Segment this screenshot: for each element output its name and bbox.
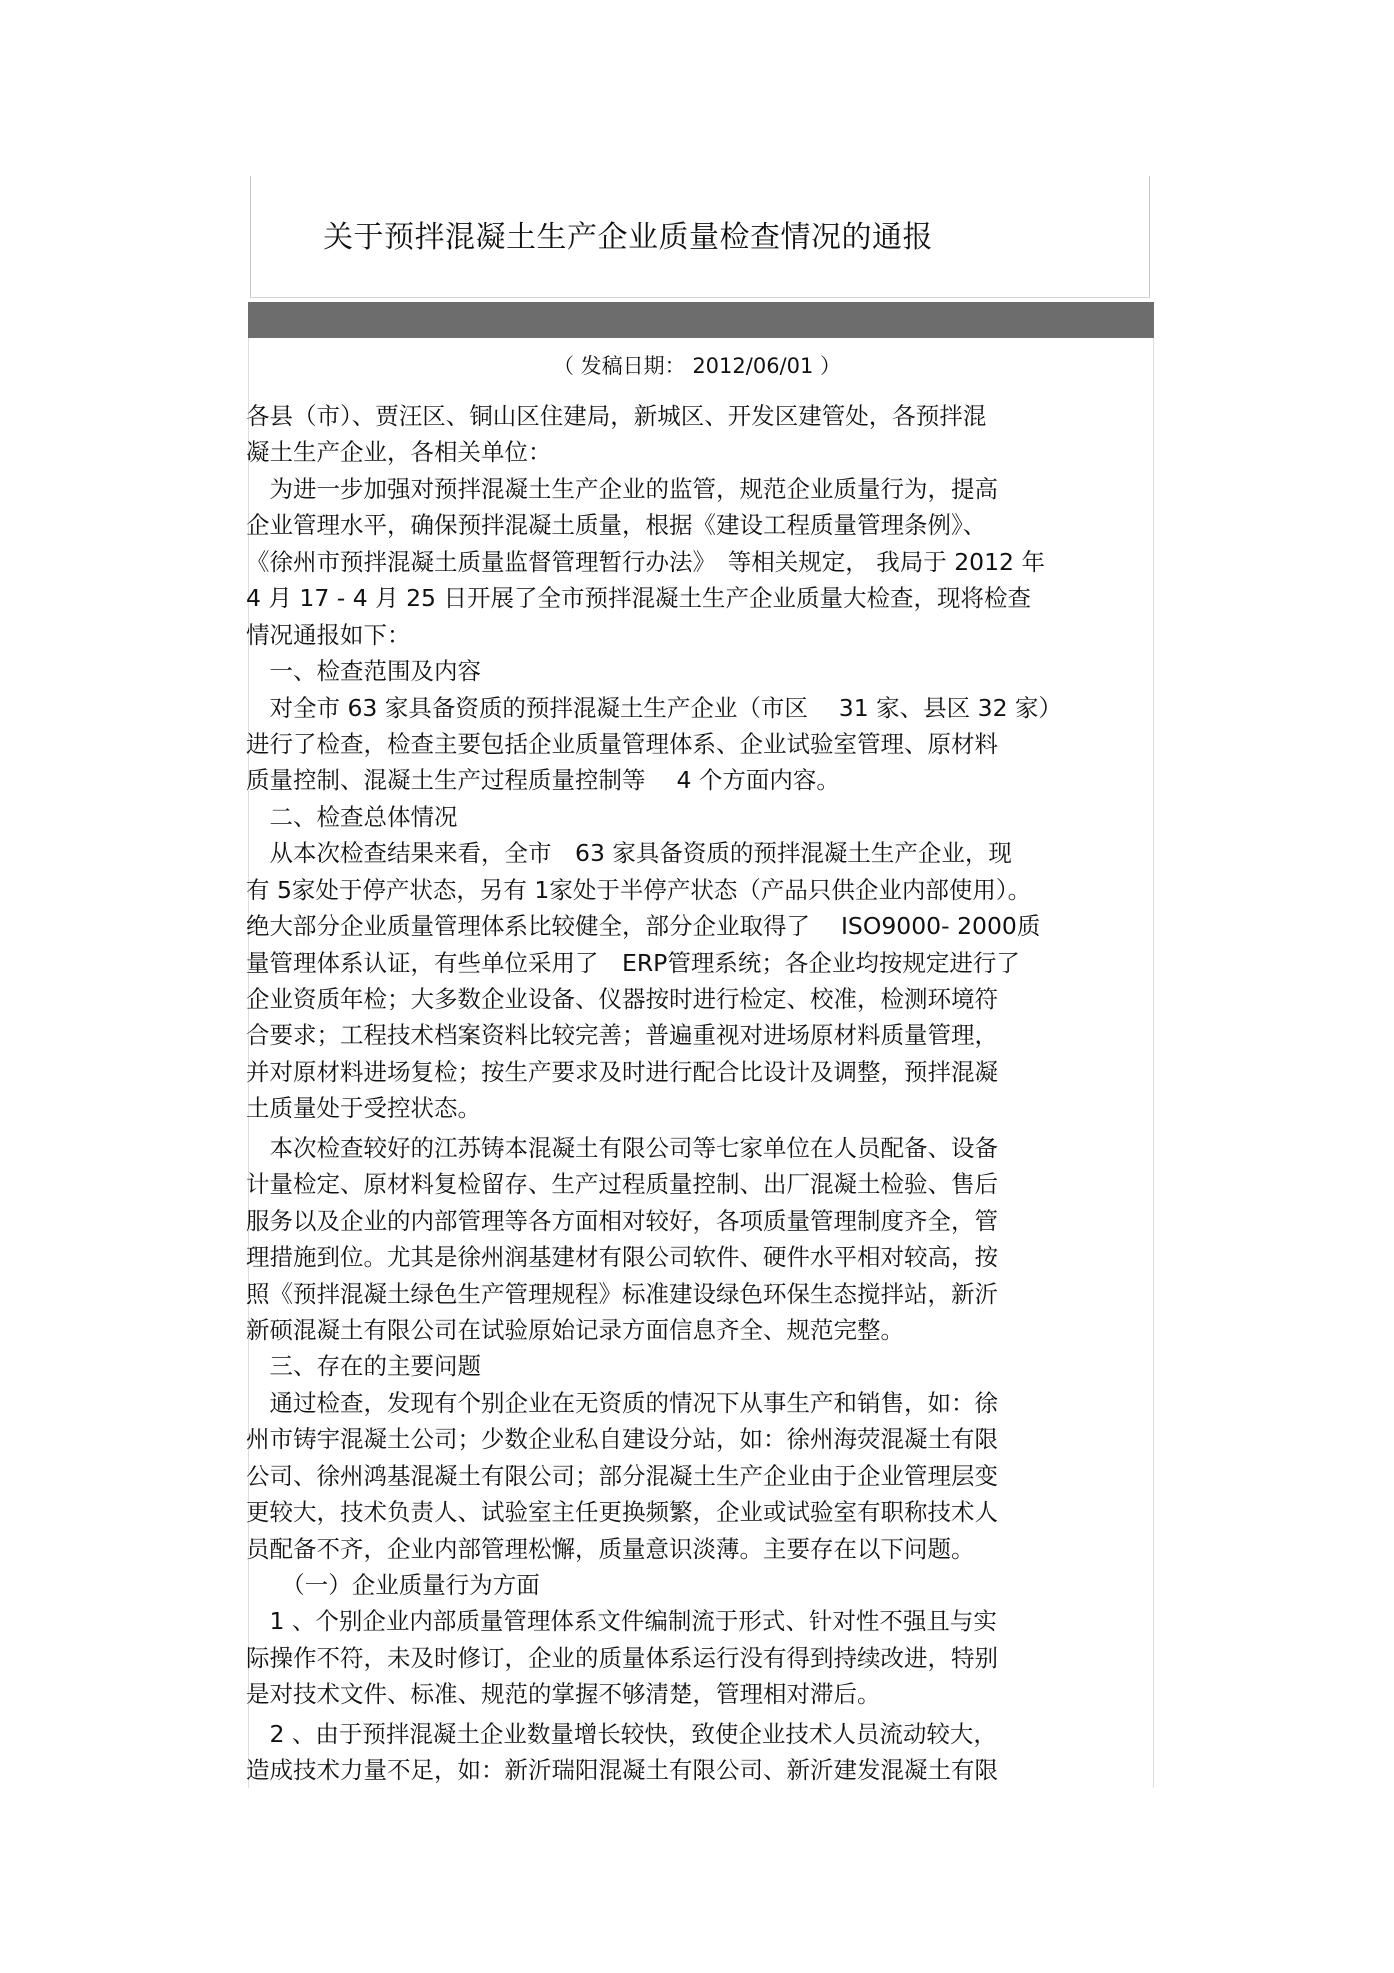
section-heading: 二、检查总体情况 — [246, 802, 458, 831]
body-line: 是对技术文件、标准、规范的掌握不够清楚，管理相对滞后。 — [246, 1680, 881, 1709]
section-heading: 一、检查范围及内容 — [246, 657, 481, 686]
body-line: 新硕混凝土有限公司在试验原始记录方面信息齐全、规范完整。 — [246, 1315, 904, 1344]
body-line: 公司、徐州鸿基混凝土有限公司；部分混凝土生产企业由于企业管理层变 — [246, 1461, 998, 1490]
body-line: 1 、个别企业内部质量管理体系文件编制流于形式、针对性不强且与实 — [246, 1607, 997, 1636]
body-line: 造成技术力量不足，如：新沂瑞阳混凝土有限公司、新沂建发混凝土有限 — [246, 1756, 998, 1785]
body-line: 量管理体系认证，有些单位采用了 ERP管理系统；各企业均按规定进行了 — [246, 948, 1020, 977]
subsection-heading: （一）企业质量行为方面 — [246, 1571, 540, 1599]
title-box — [250, 176, 1150, 298]
body-line: 《徐州市预拌混凝土质量监督管理暂行办法》 等相关规定， 我局于 2012 年 — [246, 547, 1045, 576]
body-line: 照《预拌混凝土绿色生产管理规程》标准建设绿色环保生态搅拌站，新沂 — [246, 1279, 998, 1308]
body-line: 更较大，技术负责人、试验室主任更换频繁，企业或试验室有职称技术人 — [246, 1498, 998, 1527]
body-line: 土质量处于受控状态。 — [246, 1094, 481, 1123]
body-line: 质量控制、混凝土生产过程质量控制等 4 个方面内容。 — [246, 766, 840, 795]
body-line: 企业管理水平，确保预拌混凝土质量，根据《建设工程质量管理条例》、 — [246, 511, 987, 540]
body-line: 4 月 17 - 4 月 25 日开展了全市预拌混凝土生产企业质量大检查，现将检查 — [246, 584, 1031, 613]
body-line: 计量检定、原材料复检留存、生产过程质量控制、出厂混凝土检验、售后 — [246, 1170, 998, 1199]
body-line: 有 5家处于停产状态，另有 1家处于半停产状态（产品只供企业内部使用）。 — [246, 875, 1032, 904]
body-line: 员配备不齐，企业内部管理松懈，质量意识淡薄。主要存在以下问题。 — [246, 1534, 975, 1563]
body-line: 进行了检查，检查主要包括企业质量管理体系、企业试验室管理、原材料 — [246, 729, 998, 758]
body-line: 企业资质年检；大多数企业设备、仪器按时进行检定、校准，检测环境符 — [246, 985, 998, 1013]
body-line: 州市铸宇混凝土公司；少数企业私自建设分站，如：徐州海荧混凝土有限 — [246, 1425, 998, 1454]
body-line: 凝土生产企业，各相关单位： — [246, 438, 552, 467]
body-line: 理措施到位。尤其是徐州润基建材有限公司软件、硬件水平相对较高，按 — [246, 1243, 998, 1272]
body-line: 合要求；工程技术档案资料比较完善；普遍重视对进场原材料质量管理， — [246, 1021, 998, 1050]
body-line: 绝大部分企业质量管理体系比较健全，部分企业取得了 ISO9000- 2000质 — [246, 912, 1041, 941]
body-line: 从本次检查结果来看，全市 63 家具备资质的预拌混凝土生产企业，现 — [246, 839, 1012, 868]
body-line: 通过检查，发现有个别企业在无资质的情况下从事生产和销售，如：徐 — [246, 1388, 998, 1417]
document-body — [246, 398, 1166, 1789]
body-line: 为进一步加强对预拌混凝土生产企业的监管，规范企业质量行为，提高 — [246, 474, 998, 503]
section-heading: 三、存在的主要问题 — [246, 1352, 481, 1381]
body-line: 际操作不符，未及时修订，企业的质量体系运行没有得到持续改进，特别 — [246, 1643, 998, 1672]
body-line: 对全市 63 家具备资质的预拌混凝土生产企业（市区 31 家、县区 32 家） — [246, 693, 1063, 722]
body-line: 情况通报如下： — [246, 620, 411, 649]
body-line: 2 、由于预拌混凝土企业数量增长较快，致使企业技术人员流动较大， — [246, 1719, 997, 1748]
body-line: 本次检查较好的江苏铸本混凝土有限公司等七家单位在人员配备、设备 — [246, 1133, 998, 1162]
header-divider-bar — [248, 302, 1154, 338]
publish-date: （ 发稿日期： 2012/06/01 ） — [552, 354, 842, 378]
document-title: 关于预拌混凝土生产企业质量检查情况的通报 — [323, 220, 933, 255]
body-line: 服务以及企业的内部管理等各方面相对较好，各项质量管理制度齐全，管 — [246, 1206, 998, 1235]
body-line: 并对原材料进场复检；按生产要求及时进行配合比设计及调整，预拌混凝 — [246, 1057, 998, 1086]
body-line: 各县（市）、贾汪区、铜山区住建局，新城区、开发区建管处，各预拌混 — [246, 402, 987, 430]
